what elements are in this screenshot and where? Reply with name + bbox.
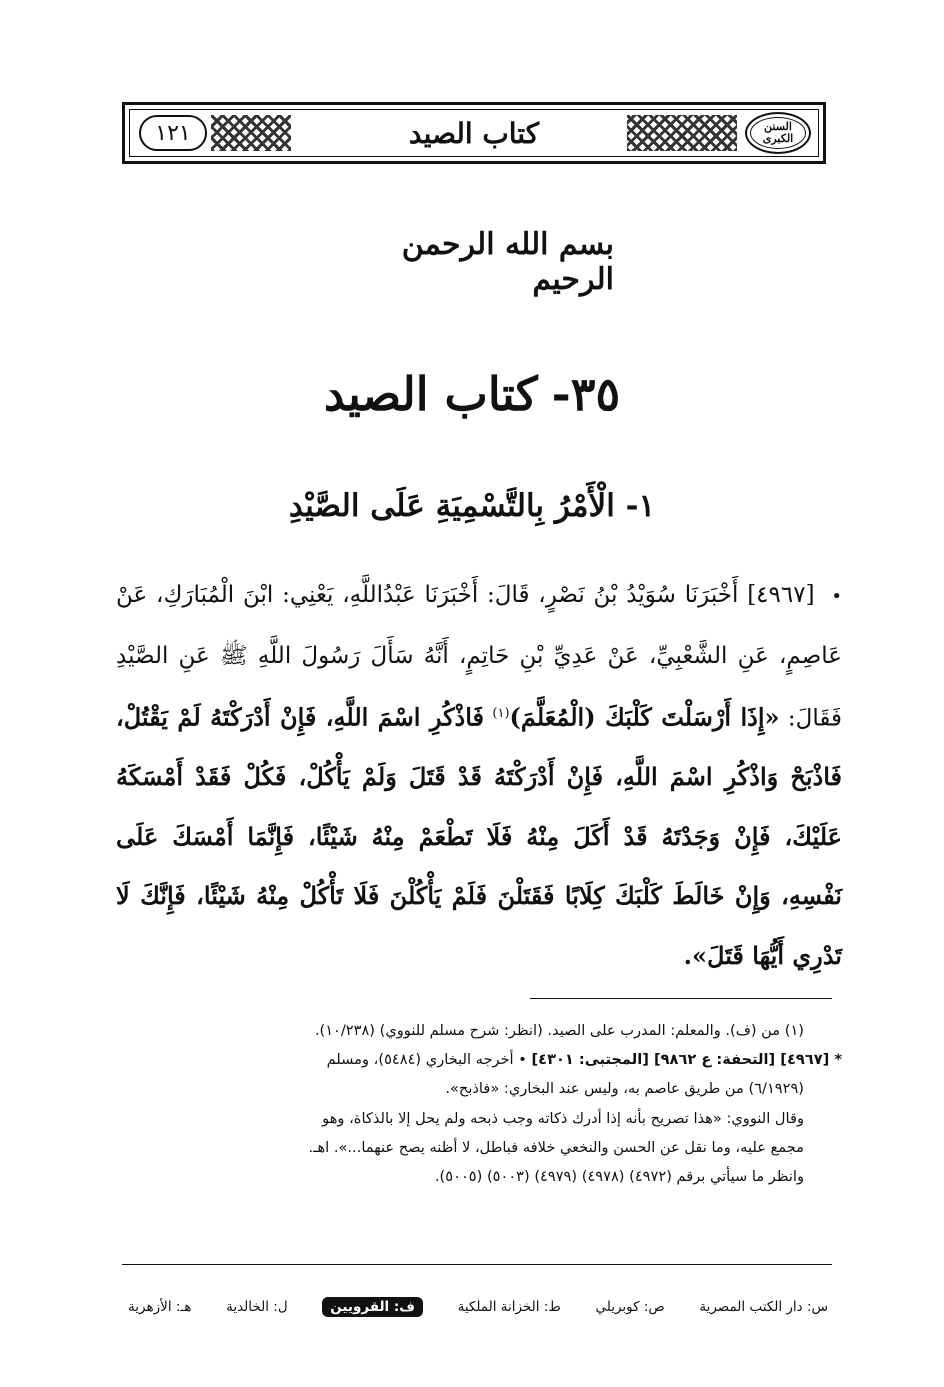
legend-item-active: ف: القرويين <box>322 1297 423 1317</box>
legend-item: ط: الخزانة الملكية <box>457 1299 561 1315</box>
hadith-matn-part2: فَاذْكُرِ اسْمَ اللَّهِ، فَإِنْ أَدْرَكْتَهُ لَمْ يَقْتُلْ، فَاذْبَحْ وَاذْكُرِ اسْمَ اللَّهِ، فَإِنْ أَدْرَكْتَهُ قَدْ قَتَلَ وَلَمْ يَأْكُلْ، فَكُلْ فَقَدْ أَمْسَكَهُ عَلَيْكَ، فَإِنْ وَجَدْتَهُ قَدْ أَكَلَ مِنْهُ فَلَا تَطْعَمْ مِنْهُ شَيْئًا، فَإِنَّمَا أَمْسَكَ عَلَى نَفْسِهِ، وَإِنْ خَالَطَ كَلْبَكَ كِلَابًا فَقَتَلْنَ فَلَمْ يَأْكُلْنَ فَلَا تَأْكُلْ مِنْهُ شَيْئًا، فَإِنَّكَ لَا تَدْرِي أَيُّهَا قَتَلَ». <box>116 702 842 970</box>
footnote-marker[interactable]: (١) <box>492 706 510 721</box>
chapter-title: ١- الْأَمْرُ بِالتَّسْمِيَةِ عَلَى الصَّيْدِ <box>288 488 656 524</box>
logo-text: السنن الكبرى <box>762 119 794 145</box>
footnote-2-continuation: (٦/١٩٢٩) من طريق عاصم به، وليس عند البخاري: «فاذبح». <box>445 1080 804 1098</box>
basmala: بسم الله الرحمن الرحيم <box>401 227 614 297</box>
book-title-text: كتاب الصيد <box>323 367 538 421</box>
legend-item: هـ: الأزهرية <box>128 1299 192 1315</box>
footnote-2-refs: * [٤٩٦٧] [التحفة: ع ٩٨٦٢] [المجتبى: ٤٣٠١] <box>531 1051 842 1069</box>
page-header <box>122 102 826 164</box>
running-title: كتاب الصيد <box>325 111 623 155</box>
footnotes <box>116 1016 842 1191</box>
footnote-2-text: • أخرجه البخاري (٥٤٨٤)، ومسلم <box>326 1051 527 1069</box>
hadith-number: [٤٩٦٧] <box>747 582 815 608</box>
header-ornament-right <box>627 115 737 151</box>
hadith-isnad: سُوَيْدُ بْنُ نَصْرٍ، قَالَ: أَخْبَرَنَا عَبْدُاللَّهِ، يَعْنِي: ابْنَ الْمُبَارَكِ، عَنْ عَاصِمٍ، عَنِ الشَّعْبِيِّ، عَنْ عَدِيِّ بْنِ حَاتِمٍ، أَنَّهُ سَأَلَ رَسُولَ اللَّهِ ﷺ عَنِ الصَّيْدِ فَقَالَ: <box>116 582 842 732</box>
book-title <box>280 352 664 436</box>
footnote-4: وانظر ما سيأتي برقم (٤٩٧٢) (٤٩٧٨) (٤٩٧٩) (٥٠٠٣) (٥٠٠٥). <box>434 1168 804 1186</box>
page-number: ١٢١ <box>139 115 207 151</box>
legend-item: س: دار الكتب المصرية <box>699 1299 828 1315</box>
footnote-divider <box>530 998 832 999</box>
legend-item: ل: الخالدية <box>226 1299 288 1315</box>
hadith-bullet: • <box>831 586 843 607</box>
footnote-1: (١) من (ف). والمعلم: المدرب على الصيد. (انظر: شرح مسلم للنووي) (١٠/٢٣٨). <box>314 1022 804 1039</box>
footnote-3-line-2: مجمع عليه، وما نقل عن الحسن والنخعي خلافه فباطل، لا أظنه يصح عنهما...». اهـ. <box>308 1138 804 1156</box>
hadith-matn-part1: «إِذَا أَرْسَلْتَ كَلْبَكَ (الْمُعَلَّمَ) <box>509 702 780 732</box>
publisher-logo <box>745 112 811 154</box>
book-number: ٣٥- <box>551 367 621 421</box>
legend-divider <box>122 1264 832 1265</box>
manuscript-legend <box>128 1294 828 1320</box>
hadith-text <box>116 566 842 986</box>
legend-item: ص: كوبريلي <box>595 1299 665 1315</box>
hadith-akhbarana: أَخْبَرَنَا <box>684 582 739 608</box>
footnote-3-line-1: وقال النووي: «هذا تصريح بأنه إذا أدرك ذكاته وجب ذبحه ولم يحل إلا بالذكاة، وهو <box>322 1109 804 1127</box>
footnote-2 <box>116 1045 842 1074</box>
header-ornament-left <box>211 115 291 151</box>
